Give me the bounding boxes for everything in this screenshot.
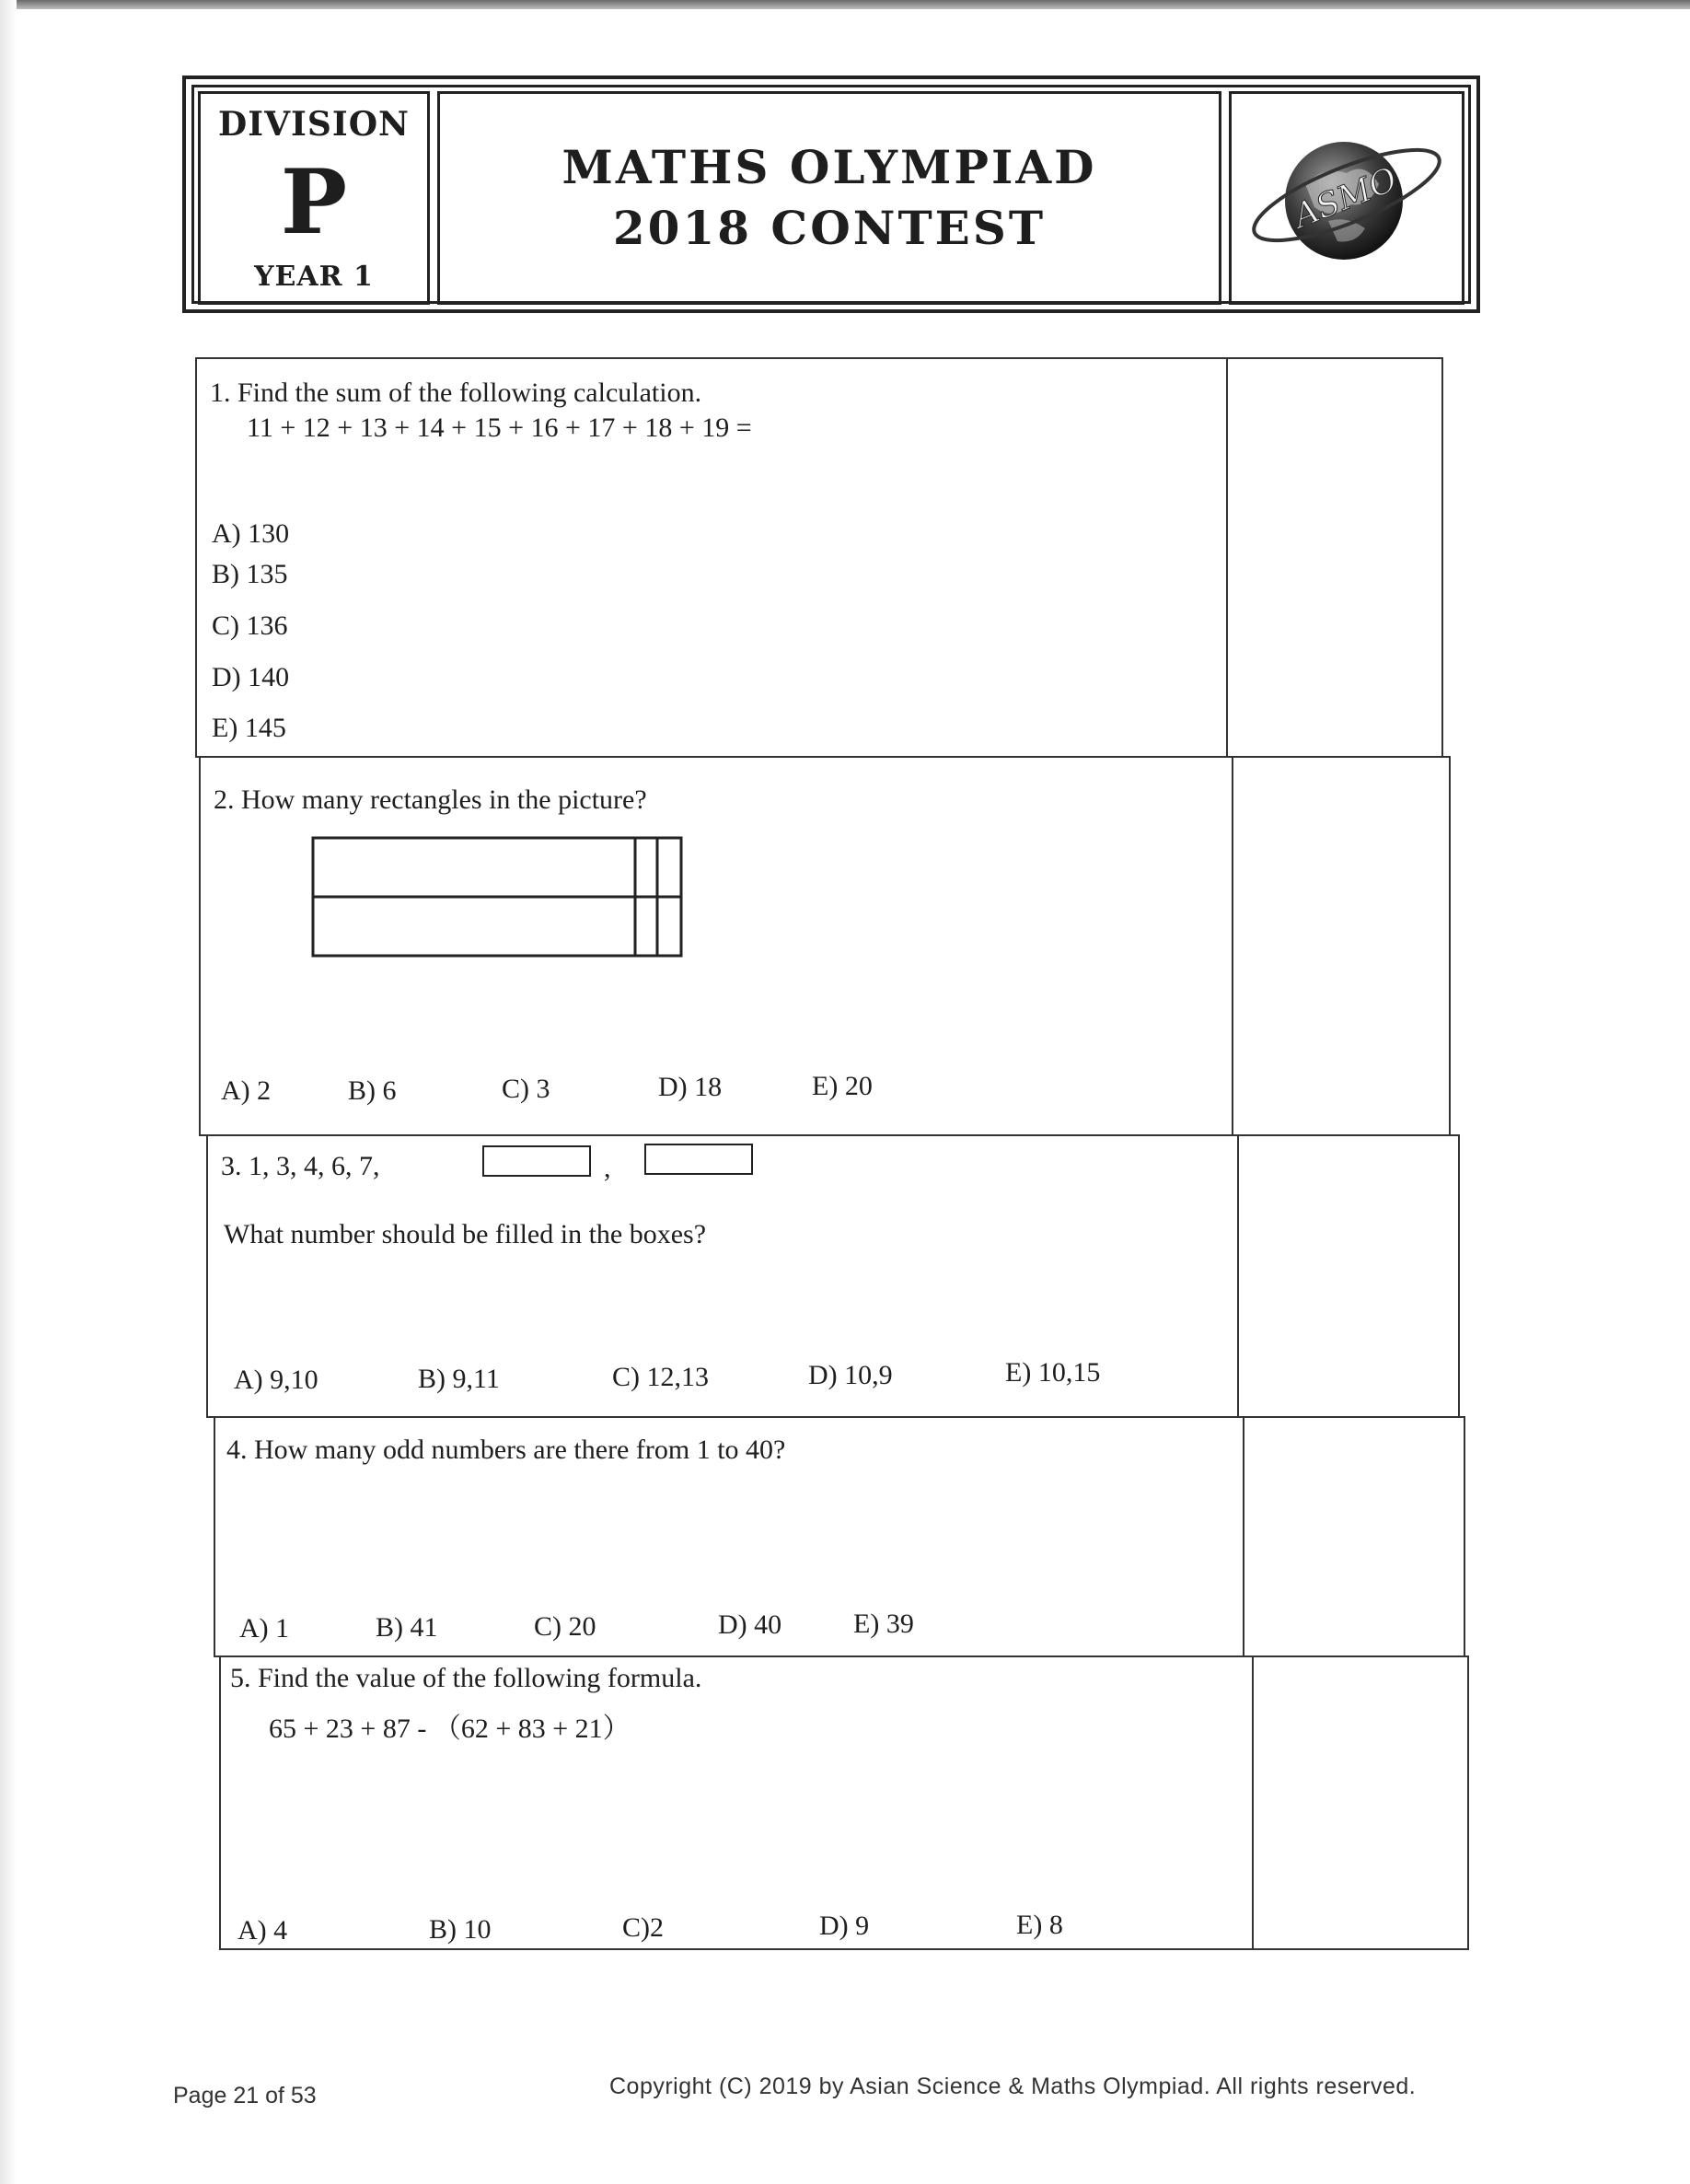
title-box [437,91,1221,305]
question-4-option-e: E) 39 [853,1609,914,1639]
scan-left-shade [0,0,17,2184]
question-2-option-c: C) 3 [502,1074,550,1104]
question-1-option-a: A) 130 [212,518,290,549]
division-box [198,91,430,305]
sequence-separator: , [604,1153,611,1183]
question-3-sequence: 3. 1, 3, 4, 6, 7, [221,1151,380,1181]
question-3-option-a: A) 9,10 [234,1365,318,1395]
question-5-option-d: D) 9 [819,1911,870,1941]
title-line-2: 2018 CONTEST [612,201,1047,255]
copyright-notice: Copyright (C) 2019 by Asian Science & Maths Olympiad. All rights reserved. [609,2074,1417,2099]
question-2-option-e: E) 20 [812,1071,873,1101]
question-2-option-b: B) 6 [348,1075,397,1106]
question-5-expression: 65 + 23 + 87 - （62 + 83 + 21） [269,1714,631,1744]
question-5-option-c: C)2 [622,1912,664,1943]
title-line-1: MATHS OLYMPIAD [561,140,1097,194]
question-2-text: 2. How many rectangles in the picture? [214,784,647,815]
question-1-answer-box [1226,359,1443,756]
question-1-option-e: E) 145 [212,713,286,743]
question-4-answer-box [1243,1418,1465,1655]
question-3-text: What number should be filled in the boxes? [224,1219,707,1249]
question-2-answer-box [1232,758,1451,1134]
question-3-option-b: B) 9,11 [418,1364,500,1394]
question-3-option-e: E) 10,15 [1005,1357,1101,1388]
page-number: Page 21 of 53 [173,2083,317,2108]
question-1-option-b: B) 135 [212,559,288,589]
question-4-option-c: C) 20 [534,1611,596,1642]
question-5-answer-box [1252,1657,1469,1948]
sequence-blank-box-1 [482,1145,591,1177]
question-4-option-a: A) 1 [239,1613,290,1644]
header-inner-frame [191,85,1471,304]
question-5-option-a: A) 4 [237,1915,288,1946]
question-1-option-c: C) 136 [212,610,288,641]
logo-box [1229,91,1464,305]
question-3-answer-box [1237,1136,1460,1416]
question-1-expression: 11 + 12 + 13 + 14 + 15 + 16 + 17 + 18 + 19 = [247,412,752,443]
asmo-globe-logo [1241,120,1453,276]
question-5-option-b: B) 10 [429,1914,492,1945]
question-2-option-d: D) 18 [658,1072,723,1102]
question-4-text: 4. How many odd numbers are there from 1 to 40? [226,1435,786,1465]
question-1-option-d: D) 140 [212,662,290,692]
contest-header [182,76,1480,313]
division-label: DIVISION [218,105,410,144]
question-1-text: 1. Find the sum of the following calculation. [210,378,702,408]
question-2-option-a: A) 2 [221,1075,272,1106]
year-label: YEAR 1 [254,261,374,293]
question-3-option-d: D) 10,9 [808,1360,893,1390]
division-letter: P [280,149,348,254]
question-5-option-e: E) 8 [1016,1910,1063,1940]
question-5-text: 5. Find the value of the following formula. [230,1663,702,1693]
question-5-row [219,1655,1469,1950]
question-3-option-c: C) 12,13 [612,1362,709,1392]
logo-text: ASMO [1288,160,1403,237]
rectangles-figure [311,836,685,959]
scan-top-edge [0,0,1690,9]
question-4-option-d: D) 40 [718,1609,782,1640]
sequence-blank-box-2 [644,1144,753,1175]
question-4-option-b: B) 41 [376,1612,438,1643]
